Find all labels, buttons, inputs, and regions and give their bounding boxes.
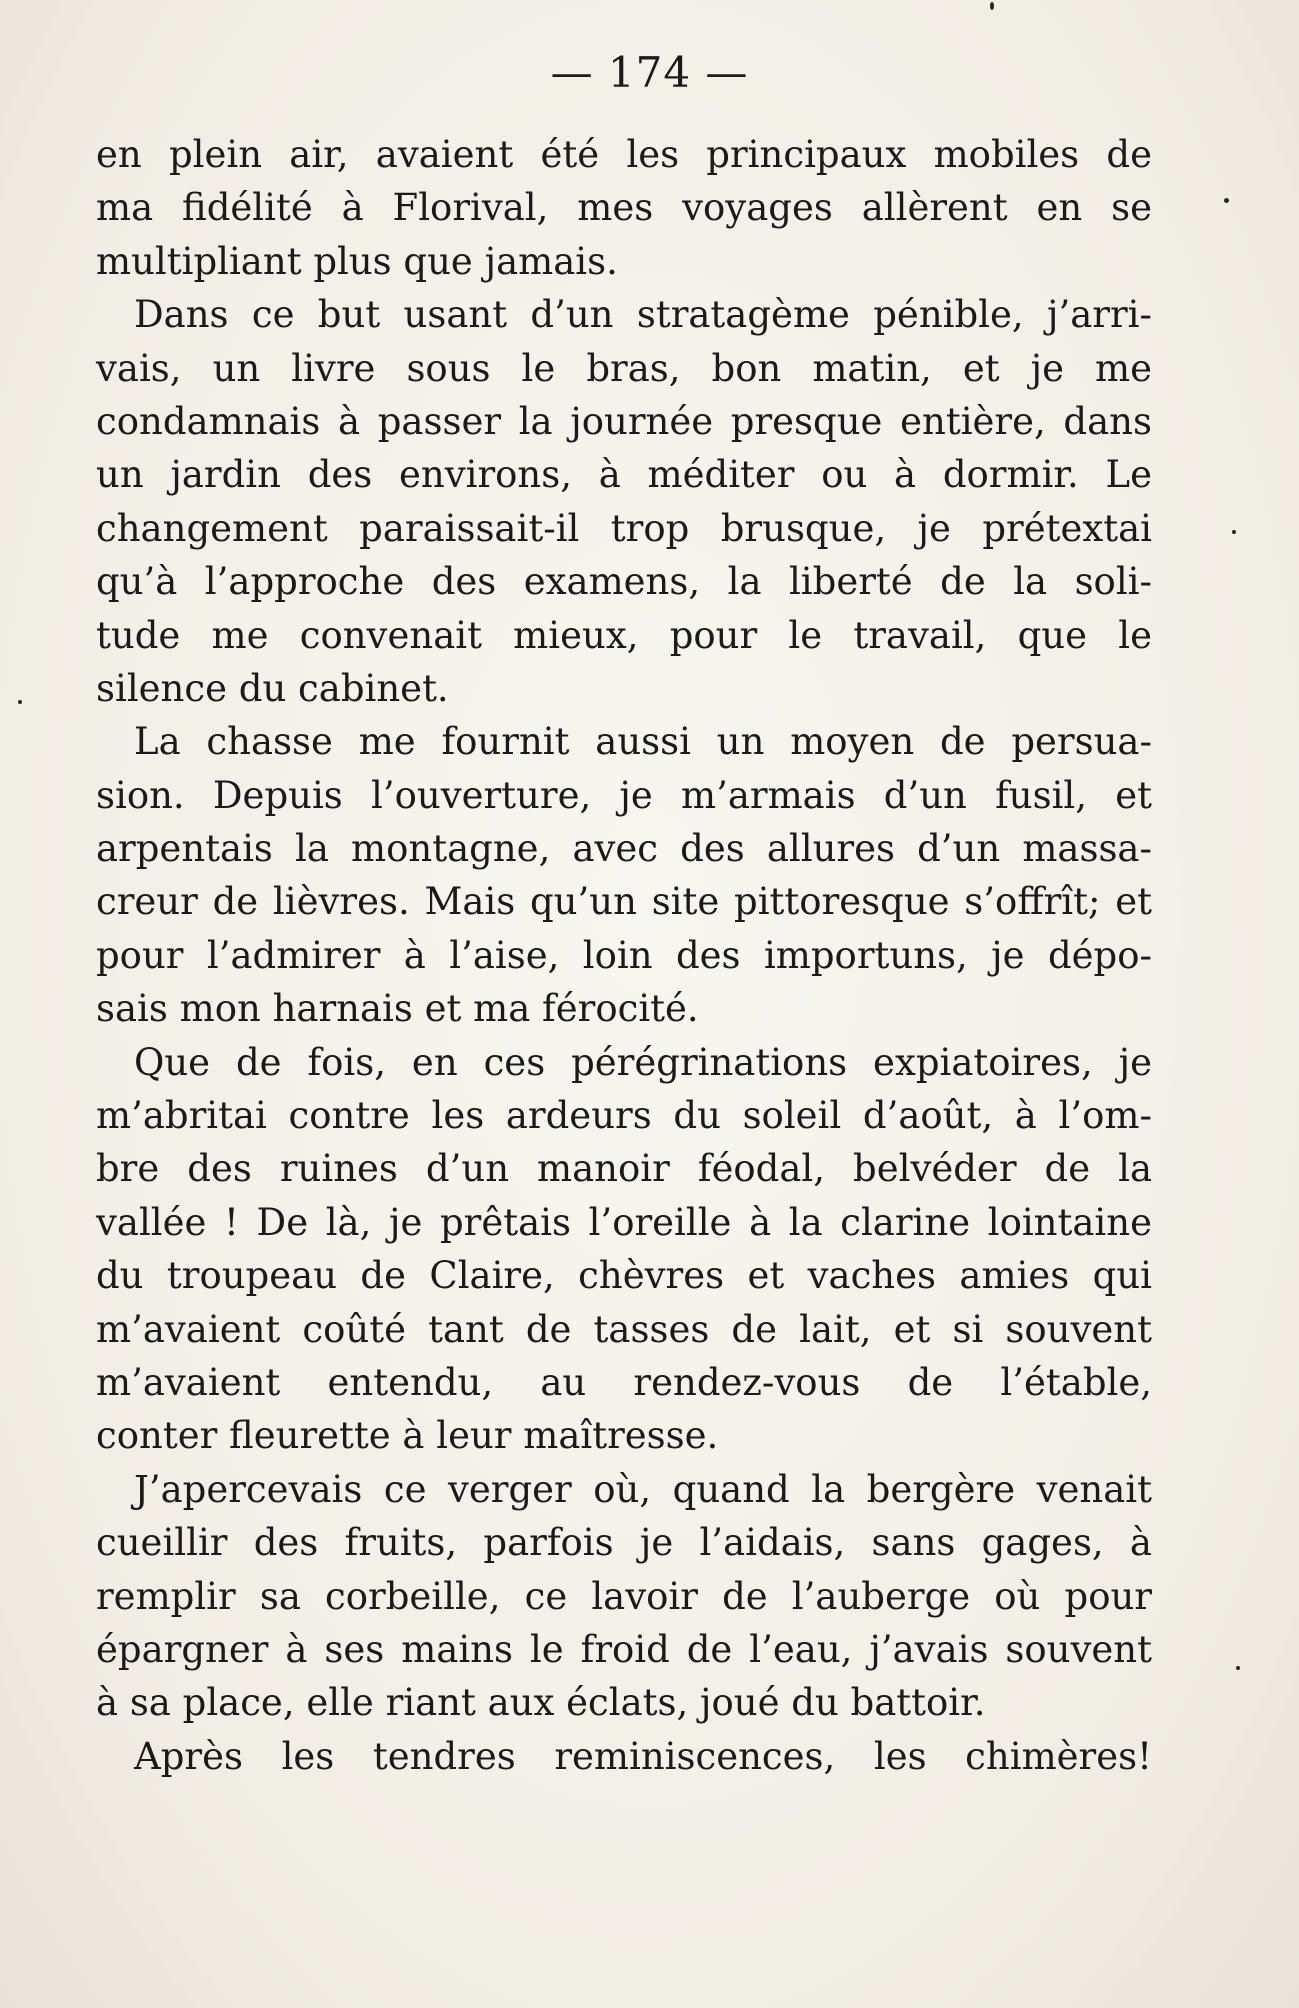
text-line: cueillir des fruits, parfois je l’aidais, sans gages, à <box>96 1521 1152 1565</box>
text-line: sion. Depuis l’ouverture, je m’armais d’un fusil, et <box>96 773 1152 817</box>
page-number: — 174 — <box>550 48 749 97</box>
text-line: du troupeau de Claire, chèvres et vaches amies qui <box>96 1254 1152 1298</box>
text-line: arpentais la montagne, avec des allures d’un massa- <box>96 827 1152 871</box>
text-line: m’avaient entendu, au rendez-vous de l’étable, <box>96 1360 1152 1404</box>
text-line: changement paraissait-il trop brusque, je prétextai <box>96 506 1152 550</box>
text-line: multipliant plus que jamais. <box>96 239 618 283</box>
text-line: m’abritai contre les ardeurs du soleil d’août, à l’om- <box>96 1094 1152 1138</box>
text-line: ma fidélité à Florival, mes voyages allèrent en se <box>96 186 1152 230</box>
text-line: La chasse me fournit aussi un moyen de persua- <box>134 720 1152 764</box>
text-line: sais mon harnais et ma férocité. <box>96 987 699 1031</box>
text-line: condamnais à passer la journée presque entière, dans <box>96 399 1152 443</box>
text-line: bre des ruines d’un manoir féodal, belvéder de la <box>96 1147 1152 1191</box>
print-speck <box>1232 530 1236 534</box>
text-line: Que de fois, en ces pérégrinations expiatoires, je <box>134 1040 1152 1084</box>
print-speck <box>1236 1666 1240 1670</box>
text-line: épargner à ses mains le froid de l’eau, j’avais souvent <box>96 1627 1152 1671</box>
text-line: creur de lièvres. Mais qu’un site pittoresque s’offrît; et <box>96 880 1152 924</box>
text-line: silence du cabinet. <box>96 666 449 710</box>
text-line: remplir sa corbeille, ce lavoir de l’auberge où pour <box>96 1574 1152 1618</box>
text-line: Après les tendres reminiscences, les chimères! <box>134 1734 1152 1778</box>
text-line: vallée ! De là, je prêtais l’oreille à la clarine lointaine <box>96 1200 1152 1244</box>
body-text <box>96 128 1152 1783</box>
text-line: Dans ce but usant d’un stratagème pénible, j’arri- <box>134 293 1152 337</box>
text-line: m’avaient coûté tant de tasses de lait, et si souvent <box>96 1307 1152 1351</box>
print-speck <box>18 700 22 704</box>
text-line: un jardin des environs, à méditer ou à dormir. Le <box>96 453 1152 497</box>
text-line: vais, un livre sous le bras, bon matin, et je me <box>96 346 1152 390</box>
text-line: en plein air, avaient été les principaux mobiles de <box>96 133 1152 176</box>
print-speck <box>990 2 994 10</box>
print-speck <box>1224 198 1229 203</box>
text-line: qu’à l’approche des examens, la liberté de la soli- <box>96 560 1152 604</box>
text-line: tude me convenait mieux, pour le travail, que le <box>96 613 1152 657</box>
text-line: pour l’admirer à l’aise, loin des importuns, je dépo- <box>96 933 1152 977</box>
text-line: conter fleurette à leur maîtresse. <box>96 1414 719 1458</box>
text-line: J’apercevais ce verger où, quand la bergère venait <box>134 1467 1152 1511</box>
text-line: à sa place, elle riant aux éclats, joué du battoir. <box>96 1681 986 1725</box>
